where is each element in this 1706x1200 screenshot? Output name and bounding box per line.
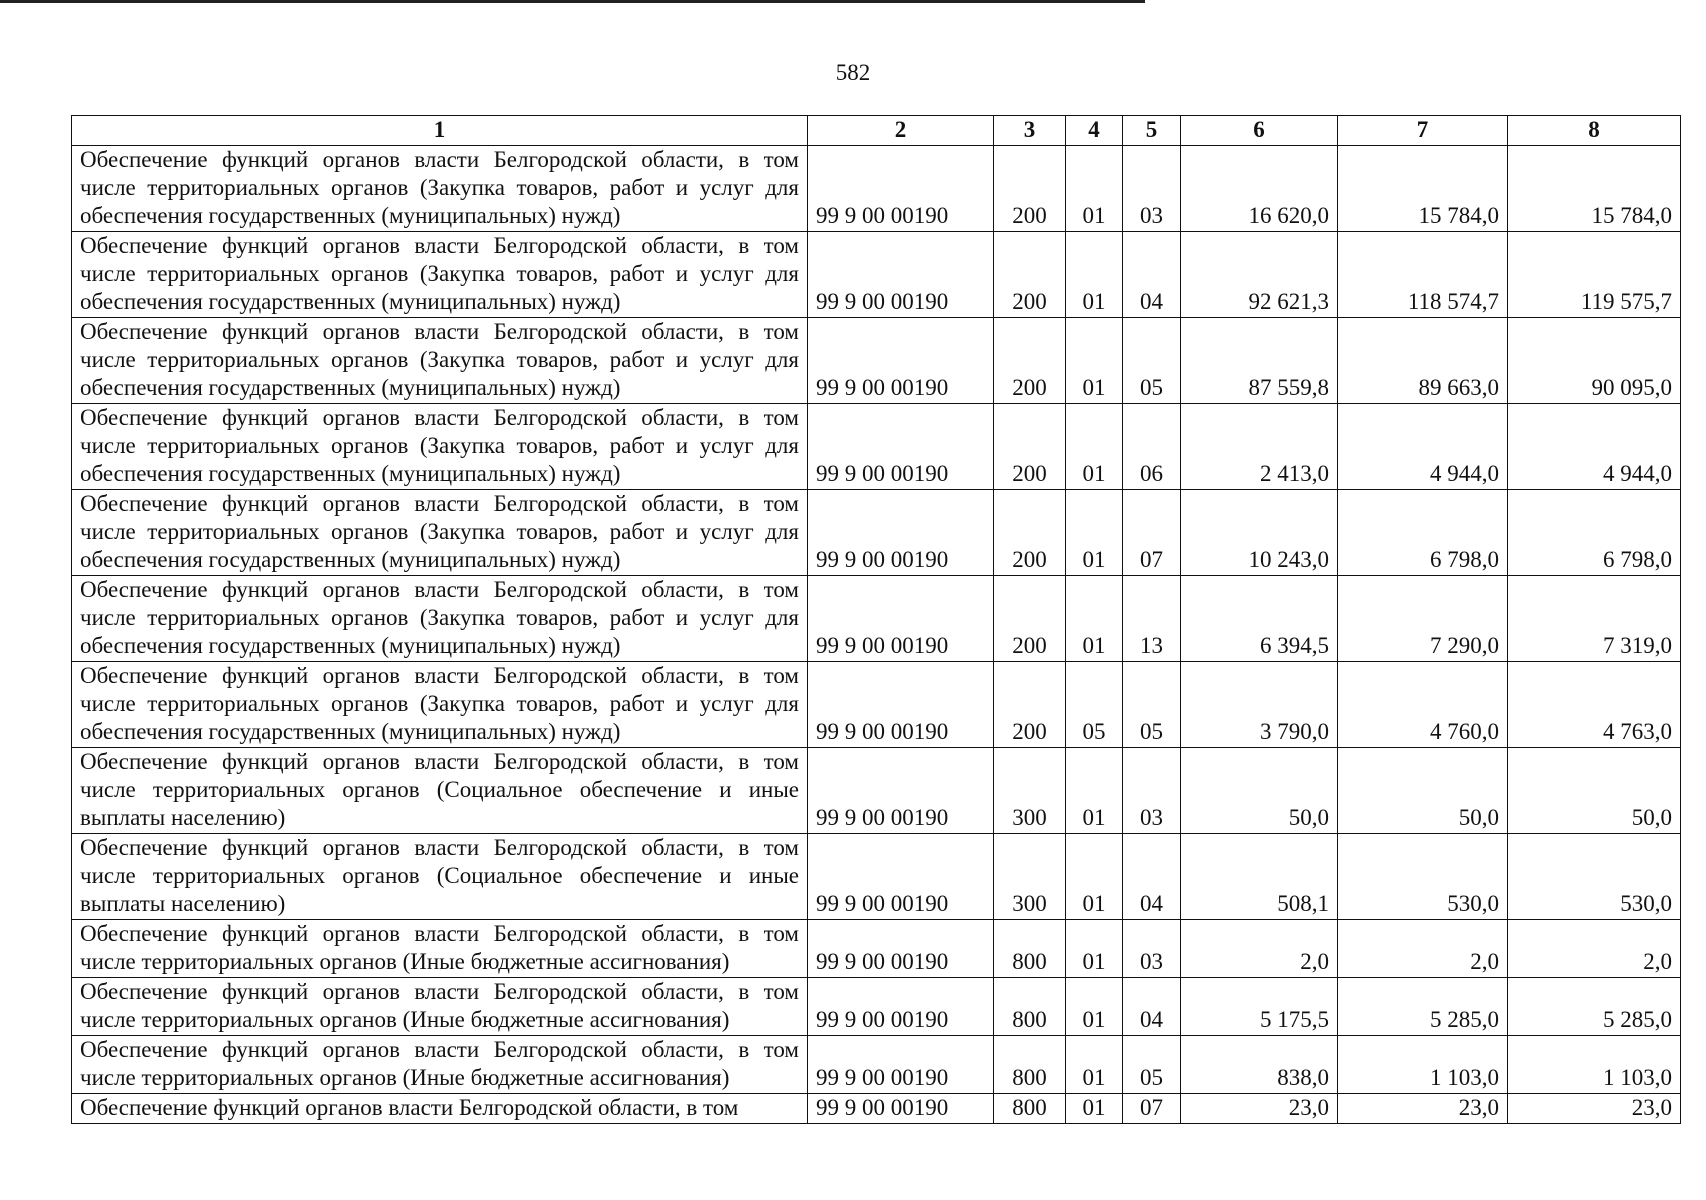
row-section: 01: [1066, 146, 1123, 232]
row-amount-col-6: 16 620,0: [1181, 146, 1338, 232]
row-description: Обеспечение функций органов власти Белгородской области, в том числе территориальных органов (Иные бюджетные ассигнования): [72, 920, 808, 978]
row-amount-col-8: 5 285,0: [1508, 978, 1681, 1036]
row-subsection: 04: [1123, 232, 1181, 318]
row-amount-col-7: 5 285,0: [1338, 978, 1508, 1036]
row-subsection: 03: [1123, 920, 1181, 978]
row-target-code: 99 9 00 00190: [808, 748, 994, 834]
row-amount-col-8: 530,0: [1508, 834, 1681, 920]
row-expense-type: 800: [994, 1036, 1066, 1094]
row-amount-col-6: 10 243,0: [1181, 490, 1338, 576]
row-amount-col-6: 92 621,3: [1181, 232, 1338, 318]
row-target-code: 99 9 00 00190: [808, 920, 994, 978]
row-subsection: 07: [1123, 490, 1181, 576]
row-amount-col-6: 23,0: [1181, 1094, 1338, 1124]
row-expense-type: 800: [994, 1094, 1066, 1124]
row-section: 01: [1066, 404, 1123, 490]
row-amount-col-7: 89 663,0: [1338, 318, 1508, 404]
row-amount-col-8: 4 944,0: [1508, 404, 1681, 490]
header-col-6: 6: [1181, 116, 1338, 146]
row-amount-col-6: 2 413,0: [1181, 404, 1338, 490]
row-amount-col-8: 119 575,7: [1508, 232, 1681, 318]
row-section: 01: [1066, 490, 1123, 576]
header-col-2: 2: [808, 116, 994, 146]
row-amount-col-8: 6 798,0: [1508, 490, 1681, 576]
table-row: [72, 576, 1681, 662]
row-description: Обеспечение функций органов власти Белгородской области, в том числе территориальных органов (Закупка товаров, работ и услуг для обеспечения государственных (муниципальных) нужд): [72, 146, 808, 232]
table-row: [72, 662, 1681, 748]
row-target-code: 99 9 00 00190: [808, 232, 994, 318]
row-section: 01: [1066, 576, 1123, 662]
row-amount-col-8: 7 319,0: [1508, 576, 1681, 662]
row-subsection: 03: [1123, 748, 1181, 834]
row-description: Обеспечение функций органов власти Белгородской области, в том числе территориальных органов (Иные бюджетные ассигнования): [72, 978, 808, 1036]
row-expense-type: 200: [994, 146, 1066, 232]
row-expense-type: 200: [994, 318, 1066, 404]
row-amount-col-7: 23,0: [1338, 1094, 1508, 1124]
row-description: Обеспечение функций органов власти Белгородской области, в том числе территориальных органов (Социальное обеспечение и иные выплаты населению): [72, 748, 808, 834]
table-row: [72, 146, 1681, 232]
row-section: 01: [1066, 920, 1123, 978]
row-expense-type: 200: [994, 232, 1066, 318]
header-col-5: 5: [1123, 116, 1181, 146]
table-row: [72, 404, 1681, 490]
row-amount-col-8: 90 095,0: [1508, 318, 1681, 404]
row-amount-col-8: 15 784,0: [1508, 146, 1681, 232]
row-section: 05: [1066, 662, 1123, 748]
row-amount-col-7: 4 944,0: [1338, 404, 1508, 490]
header-col-8: 8: [1508, 116, 1681, 146]
row-subsection: 06: [1123, 404, 1181, 490]
row-description: Обеспечение функций органов власти Белгородской области, в том числе территориальных органов (Иные бюджетные ассигнования): [72, 1036, 808, 1094]
table-row: [72, 1094, 1681, 1124]
top-rule: [0, 0, 1145, 3]
header-col-3: 3: [994, 116, 1066, 146]
row-expense-type: 800: [994, 978, 1066, 1036]
row-amount-col-8: 2,0: [1508, 920, 1681, 978]
row-section: 01: [1066, 978, 1123, 1036]
row-amount-col-7: 1 103,0: [1338, 1036, 1508, 1094]
row-description: Обеспечение функций органов власти Белгородской области, в том числе территориальных органов (Социальное обеспечение и иные выплаты населению): [72, 834, 808, 920]
row-expense-type: 200: [994, 490, 1066, 576]
row-amount-col-7: 50,0: [1338, 748, 1508, 834]
row-amount-col-6: 6 394,5: [1181, 576, 1338, 662]
row-subsection: 05: [1123, 662, 1181, 748]
header-col-7: 7: [1338, 116, 1508, 146]
row-amount-col-6: 3 790,0: [1181, 662, 1338, 748]
row-description: Обеспечение функций органов власти Белгородской области, в том числе территориальных органов (Закупка товаров, работ и услуг для обеспечения государственных (муниципальных) нужд): [72, 232, 808, 318]
row-section: 01: [1066, 1036, 1123, 1094]
table-row: [72, 1036, 1681, 1094]
row-subsection: 13: [1123, 576, 1181, 662]
page-number: 582: [835, 60, 871, 85]
table-row: [72, 748, 1681, 834]
row-expense-type: 200: [994, 404, 1066, 490]
row-expense-type: 200: [994, 662, 1066, 748]
row-amount-col-6: 87 559,8: [1181, 318, 1338, 404]
row-section: 01: [1066, 1094, 1123, 1124]
row-description: Обеспечение функций органов власти Белгородской области, в том: [72, 1094, 808, 1124]
table-row: [72, 318, 1681, 404]
table-row: [72, 978, 1681, 1036]
row-expense-type: 300: [994, 834, 1066, 920]
row-expense-type: 300: [994, 748, 1066, 834]
row-amount-col-8: 23,0: [1508, 1094, 1681, 1124]
row-amount-col-7: 6 798,0: [1338, 490, 1508, 576]
row-amount-col-7: 2,0: [1338, 920, 1508, 978]
row-target-code: 99 9 00 00190: [808, 834, 994, 920]
row-section: 01: [1066, 748, 1123, 834]
row-amount-col-6: 508,1: [1181, 834, 1338, 920]
row-subsection: 03: [1123, 146, 1181, 232]
table-row: [72, 232, 1681, 318]
row-target-code: 99 9 00 00190: [808, 1094, 994, 1124]
row-amount-col-7: 7 290,0: [1338, 576, 1508, 662]
table-row: [72, 834, 1681, 920]
row-amount-col-8: 1 103,0: [1508, 1036, 1681, 1094]
row-description: Обеспечение функций органов власти Белгородской области, в том числе территориальных органов (Закупка товаров, работ и услуг для обеспечения государственных (муниципальных) нужд): [72, 576, 808, 662]
budget-table: [71, 115, 1681, 1124]
row-amount-col-6: 2,0: [1181, 920, 1338, 978]
row-section: 01: [1066, 834, 1123, 920]
row-target-code: 99 9 00 00190: [808, 404, 994, 490]
row-subsection: 04: [1123, 978, 1181, 1036]
row-amount-col-7: 4 760,0: [1338, 662, 1508, 748]
row-target-code: 99 9 00 00190: [808, 662, 994, 748]
row-target-code: 99 9 00 00190: [808, 1036, 994, 1094]
table-row: [72, 490, 1681, 576]
header-row: [72, 116, 1681, 146]
row-amount-col-7: 530,0: [1338, 834, 1508, 920]
row-description: Обеспечение функций органов власти Белгородской области, в том числе территориальных органов (Закупка товаров, работ и услуг для обеспечения государственных (муниципальных) нужд): [72, 662, 808, 748]
row-expense-type: 200: [994, 576, 1066, 662]
row-subsection: 04: [1123, 834, 1181, 920]
row-section: 01: [1066, 232, 1123, 318]
row-amount-col-8: 50,0: [1508, 748, 1681, 834]
row-amount-col-6: 5 175,5: [1181, 978, 1338, 1036]
row-target-code: 99 9 00 00190: [808, 318, 994, 404]
header-col-4: 4: [1066, 116, 1123, 146]
table-row: [72, 920, 1681, 978]
row-amount-col-6: 50,0: [1181, 748, 1338, 834]
row-subsection: 07: [1123, 1094, 1181, 1124]
row-amount-col-6: 838,0: [1181, 1036, 1338, 1094]
row-description: Обеспечение функций органов власти Белгородской области, в том числе территориальных органов (Закупка товаров, работ и услуг для обеспечения государственных (муниципальных) нужд): [72, 490, 808, 576]
row-section: 01: [1066, 318, 1123, 404]
row-amount-col-7: 118 574,7: [1338, 232, 1508, 318]
row-description: Обеспечение функций органов власти Белгородской области, в том числе территориальных органов (Закупка товаров, работ и услуг для обеспечения государственных (муниципальных) нужд): [72, 318, 808, 404]
header-col-1: 1: [72, 116, 808, 146]
row-target-code: 99 9 00 00190: [808, 978, 994, 1036]
row-subsection: 05: [1123, 1036, 1181, 1094]
row-description: Обеспечение функций органов власти Белгородской области, в том числе территориальных органов (Закупка товаров, работ и услуг для обеспечения государственных (муниципальных) нужд): [72, 404, 808, 490]
row-target-code: 99 9 00 00190: [808, 576, 994, 662]
row-target-code: 99 9 00 00190: [808, 490, 994, 576]
row-subsection: 05: [1123, 318, 1181, 404]
row-target-code: 99 9 00 00190: [808, 146, 994, 232]
row-amount-col-7: 15 784,0: [1338, 146, 1508, 232]
row-expense-type: 800: [994, 920, 1066, 978]
row-amount-col-8: 4 763,0: [1508, 662, 1681, 748]
